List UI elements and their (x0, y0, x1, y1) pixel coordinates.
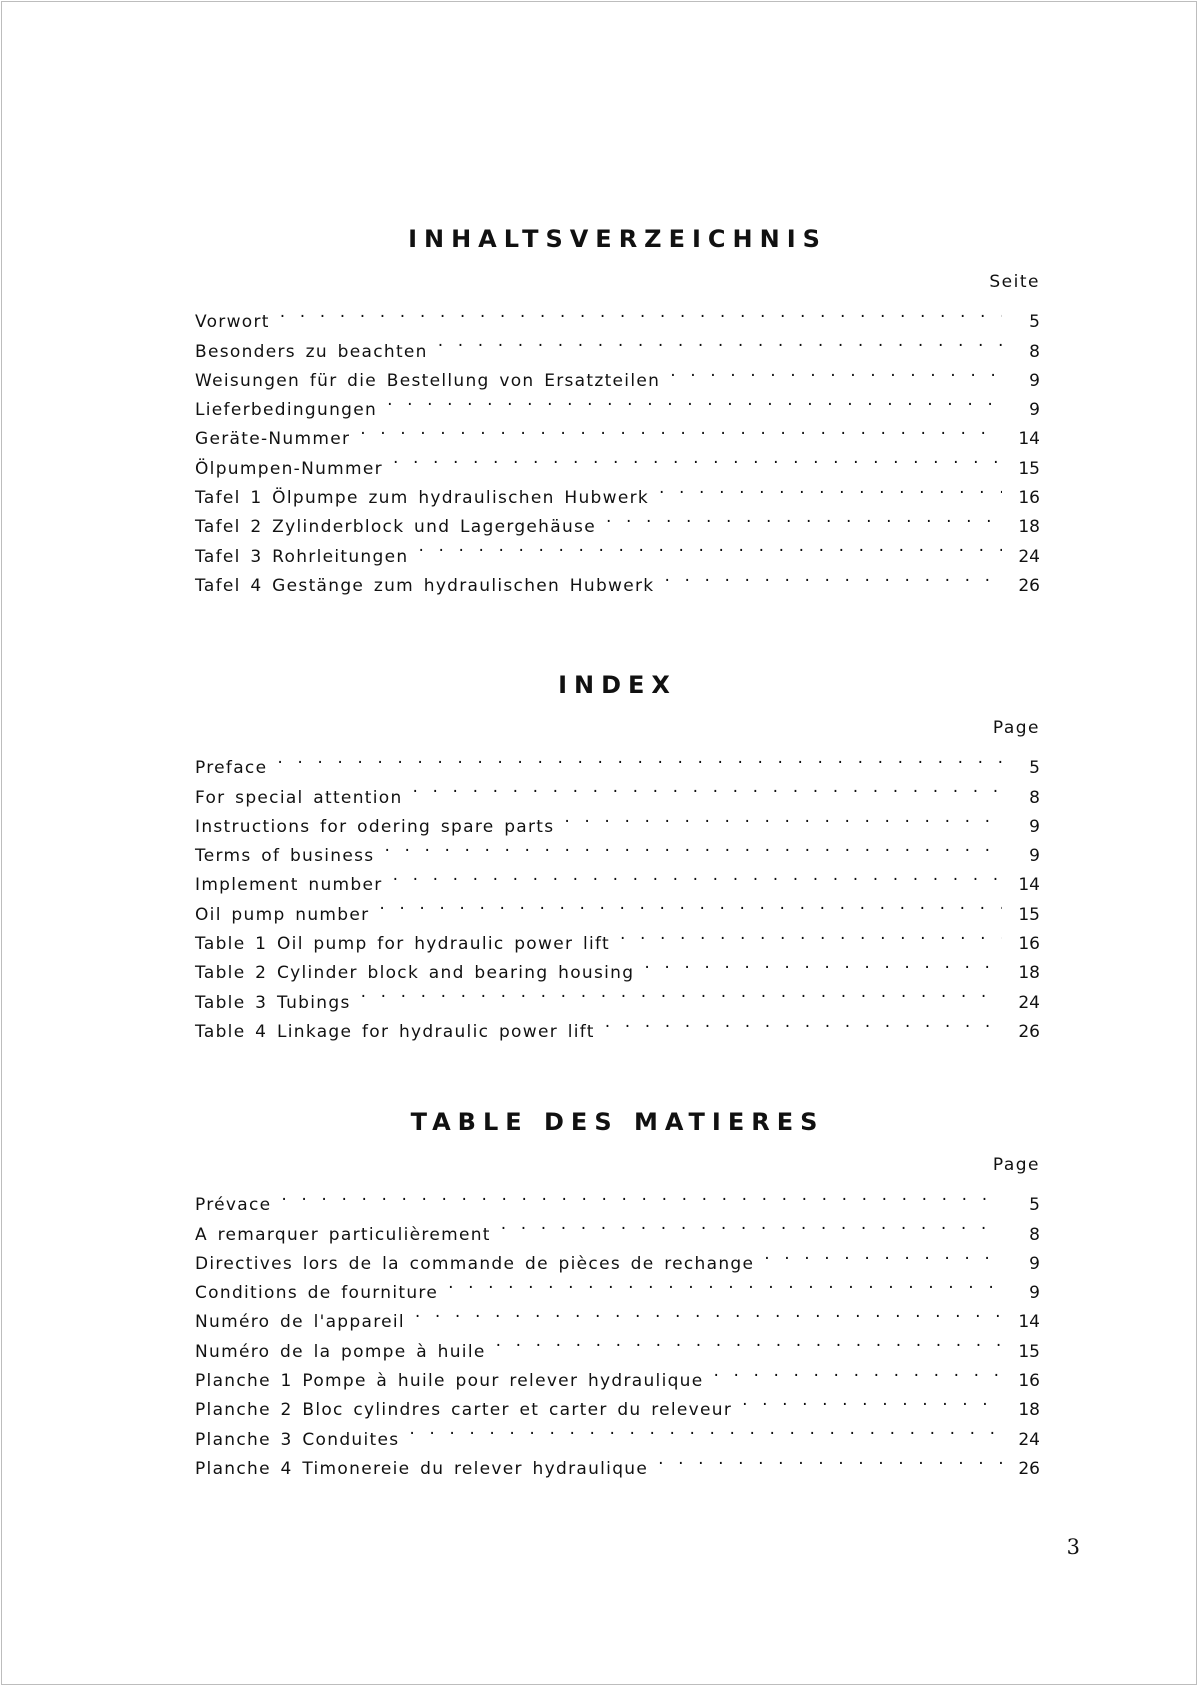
toc-entry-title: Geräte-Nummer (195, 429, 351, 450)
dot-leader (501, 1210, 1002, 1239)
toc-entry-title: Tafel 1 Ölpumpe zum hydraulischen Hubwerk (195, 488, 650, 509)
toc-entry (195, 1181, 1040, 1216)
toc-entry-page: 24 (1018, 546, 1040, 567)
dot-leader (418, 532, 1002, 561)
dot-leader (564, 803, 1002, 832)
toc-list (195, 298, 1040, 596)
toc-entry-title: For special attention (195, 787, 403, 808)
toc-entry-title: Tafel 2 Zylinderblock und Lagergehäuse (195, 517, 596, 538)
dot-leader (659, 474, 1002, 503)
section-title: INDEX (558, 671, 677, 699)
dot-leader (393, 861, 1002, 890)
toc-entry-title: Tafel 3 Rohrleitungen (195, 546, 409, 567)
section-title: TABLE DES MATIERES (410, 1108, 825, 1136)
toc-entry-page: 24 (1018, 992, 1040, 1013)
toc-entry-title: Vorwort (195, 312, 270, 333)
dot-leader (620, 920, 1002, 949)
toc-entry-page: 26 (1018, 1458, 1040, 1479)
toc-entry-title: Planche 4 Timonereie du relever hydraulique (195, 1458, 649, 1479)
dot-leader (409, 1415, 1002, 1444)
dot-leader (384, 832, 1002, 861)
dot-leader (387, 386, 1002, 415)
toc-entry-page: 15 (1018, 904, 1040, 925)
toc-entry-page: 5 (1029, 1195, 1040, 1216)
toc-section-french (195, 1105, 1040, 1479)
toc-entry-page: 16 (1018, 1371, 1040, 1392)
dot-leader (606, 503, 1002, 532)
dot-leader (277, 744, 1002, 773)
dot-leader (415, 1298, 1002, 1327)
dot-leader (448, 1269, 1002, 1298)
dot-leader (764, 1240, 1002, 1269)
toc-entry-page: 9 (1029, 370, 1040, 391)
dot-leader (644, 949, 1002, 978)
dot-leader (379, 890, 1002, 919)
toc-entry-title: Prévace (195, 1195, 272, 1216)
dot-leader (670, 357, 1002, 386)
toc-entry (195, 327, 1040, 362)
dot-leader (360, 415, 1002, 444)
toc-entry-page: 18 (1018, 1400, 1040, 1421)
toc-entry-title: Table 3 Tubings (195, 992, 351, 1013)
toc-section-german (195, 222, 1040, 596)
toc-entry-title: Preface (195, 758, 268, 779)
toc-entry-page: 9 (1029, 846, 1040, 867)
toc-entry-page: 26 (1018, 575, 1040, 596)
section-title: INHALTSVERZEICHNIS (408, 225, 827, 253)
toc-entry-title: Ölpumpen-Nummer (195, 458, 383, 479)
dot-leader (714, 1357, 1002, 1386)
toc-entry-title: Planche 3 Conduites (195, 1429, 400, 1450)
toc-entry-page: 5 (1029, 312, 1040, 333)
dot-leader (281, 1181, 1002, 1210)
page-number: 3 (1066, 1535, 1080, 1559)
toc-entry-title: Directives lors de la commande de pièces de rechange (195, 1253, 755, 1274)
toc-entry-page: 5 (1029, 758, 1040, 779)
toc-entry-page: 8 (1029, 787, 1040, 808)
dot-leader (658, 1445, 1002, 1474)
toc-entry-page: 14 (1018, 429, 1040, 450)
page-column-label: Page (992, 718, 1040, 738)
toc-entry-page: 9 (1029, 1283, 1040, 1304)
toc-entry-title: Numéro de la pompe à huile (195, 1341, 486, 1362)
toc-entry-title: Numéro de l'appareil (195, 1312, 405, 1333)
toc-list (195, 744, 1040, 1042)
toc-entry-page: 26 (1018, 1021, 1040, 1042)
toc-entry-title: A remarquer particulièrement (195, 1224, 491, 1245)
toc-entry (195, 298, 1040, 333)
toc-entry-title: Besonders zu beachten (195, 341, 428, 362)
toc-entry-page: 14 (1018, 1312, 1040, 1333)
toc-list (195, 1181, 1040, 1479)
toc-entry-page: 18 (1018, 517, 1040, 538)
toc-entry-title: Planche 1 Pompe à huile pour relever hydraulique (195, 1371, 704, 1392)
toc-entry (195, 773, 1040, 808)
toc-entry (195, 744, 1040, 779)
dot-leader (393, 444, 1002, 473)
toc-entry-title: Planche 2 Bloc cylindres carter et carter du releveur (195, 1400, 733, 1421)
toc-section-english (195, 668, 1040, 1042)
toc-entry-page: 14 (1018, 875, 1040, 896)
toc-entry-title: Instructions for odering spare parts (195, 816, 555, 837)
toc-entry-page: 8 (1029, 1224, 1040, 1245)
toc-entry-page: 9 (1029, 400, 1040, 421)
toc-entry-page: 24 (1018, 1429, 1040, 1450)
toc-entry-title: Implement number (195, 875, 383, 896)
toc-entry-page: 15 (1018, 1341, 1040, 1362)
toc-entry (195, 1210, 1040, 1245)
dot-leader (438, 327, 1002, 356)
dot-leader (496, 1327, 1002, 1356)
dot-leader (605, 1008, 1002, 1037)
dot-leader (361, 978, 1002, 1007)
page-column-label: Seite (989, 272, 1040, 292)
toc-entry-title: Terms of business (195, 846, 375, 867)
toc-entry-title: Lieferbedingungen (195, 400, 378, 421)
toc-entry-title: Table 1 Oil pump for hydraulic power lift (195, 934, 610, 955)
dot-leader (280, 298, 1002, 327)
dot-leader (413, 773, 1002, 802)
toc-entry-page: 16 (1018, 488, 1040, 509)
toc-entry-title: Table 4 Linkage for hydraulic power lift (195, 1021, 595, 1042)
page-column-label: Page (992, 1155, 1040, 1175)
toc-entry-page: 15 (1018, 458, 1040, 479)
toc-entry-title: Weisungen für die Bestellung von Ersatzteilen (195, 370, 661, 391)
toc-entry-page: 16 (1018, 934, 1040, 955)
toc-entry-title: Conditions de fourniture (195, 1283, 439, 1304)
dot-leader (742, 1386, 1002, 1415)
toc-entry-page: 9 (1029, 1253, 1040, 1274)
toc-entry-title: Oil pump number (195, 904, 370, 925)
toc-entry-title: Tafel 4 Gestänge zum hydraulischen Hubwerk (195, 575, 655, 596)
toc-entry-page: 18 (1018, 963, 1040, 984)
toc-entry-page: 8 (1029, 341, 1040, 362)
toc-entry-page: 9 (1029, 816, 1040, 837)
dot-leader (664, 562, 1002, 591)
toc-entry-title: Table 2 Cylinder block and bearing housing (195, 963, 635, 984)
